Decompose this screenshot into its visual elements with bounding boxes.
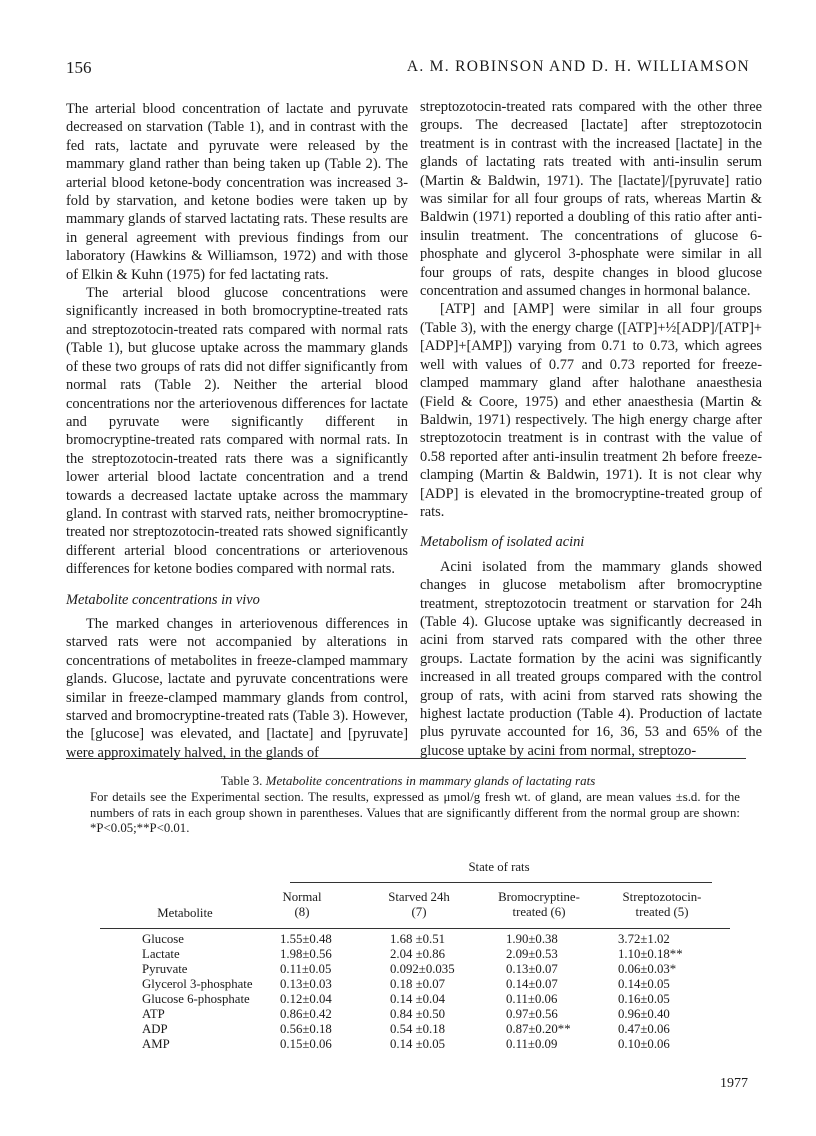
metabolite-header: Metabolite [157,906,213,920]
state-rule [290,882,712,883]
cell-bromocryptine: 0.13±0.07 [506,962,558,976]
left-paragraph-1: The arterial blood concentration of lactate and pyruvate decreased on starvation (Table 1), and in contrast with the fed rats, lactate and pyruvate were released by the mammary gland rather than being taken up (Table 2). The arterial blood ketone-body concentration was increased 3-fold by starvation, and ketone bodies were taken up by mammary glands of starved lactating rats. These results are in general agreement with previous findings from our laboratory (Hawkins & Williamson, 1972) and with those of Elkin & Kuhn (1975) for fed lactating rats. [66,101,408,283]
group-head-streptozotocin [606,890,718,920]
table-row [100,1022,730,1037]
cell-metabolite: Lactate [142,947,180,961]
table-title: Metabolite concentrations in mammary glands of lactating rats [265,773,596,788]
group-name: Bromocryptine- [498,890,580,904]
table-label: Table 3. [220,773,263,788]
group-head-bromocryptine [484,890,594,920]
cell-streptozotocin: 1.10±0.18** [618,947,683,961]
page-number: 156 [66,58,92,77]
table-row [100,992,730,1007]
cell-streptozotocin: 0.96±0.40 [618,1007,670,1021]
cell-streptozotocin: 0.06±0.03* [618,962,677,976]
left-column [66,100,408,762]
group-name: Streptozotocin- [622,890,702,904]
group-head-starved [374,890,464,920]
cell-bromocryptine: 1.90±0.38 [506,932,558,946]
cell-bromocryptine: 0.11±0.06 [506,992,558,1006]
group-name-2: treated (5) [635,905,689,919]
cell-starved: 0.14 ±0.05 [390,1037,446,1051]
separator-rule [66,758,746,759]
cell-starved: 0.092±0.035 [390,962,455,976]
right-paragraph-3: Acini isolated from the mammary glands showed changes in glucose metabolism after bromocryptine treatment, streptozotocin treatment or starvation for 24h (Table 4). Glucose uptake was significantly decreased in acini from starved rats compared with the other three groups. Lactate formation by the acini was significantly increased in all treated groups compared with the control group of rats, with acini from starved rats showing the highest lactate production (Table 4). Production of lactate plus pyruvate accounted for 16, 36, 53 and 65% of the glucose uptake by acini from normal, streptozo- [420,558,762,759]
group-n: (8) [294,905,310,919]
cell-metabolite: Glucose 6-phosphate [142,992,250,1006]
table-row [100,932,730,947]
running-head: A. M. ROBINSON AND D. H. WILLIAMSON [406,58,750,75]
table-row [100,962,730,977]
cell-starved: 0.18 ±0.07 [390,977,446,991]
left-paragraph-2: The arterial blood glucose concentrations were significantly increased in both bromocryptine-treated rats and streptozotocin-treated rats compared with normal rats (Table 1), but glucose uptake across the mammary glands of these two groups of rats did not differ significantly from normal rats (Table 2). Neither the arterial blood concentrations nor the arteriovenous differences for lactate and pyruvate were significantly different in bromocryptine-treated rats compared with normal rats. In the streptozotocin-treated rats there was a significantly lower arterial blood lactate concentration and a trend towards a decreased lactate uptake across the mammary gland. In contrast with starved rats, neither bromocryptine-treated nor streptozotocin-treated rats showed significantly different arterial blood concentrations or arteriovenous differences for ketone bodies compared with normal rats. [66,285,408,578]
cell-normal: 0.86±0.42 [280,1007,332,1021]
table-row [100,1037,730,1052]
cell-normal: 1.55±0.48 [280,932,332,946]
cell-metabolite: Glycerol 3-phosphate [142,977,253,991]
cell-normal: 0.12±0.04 [280,992,332,1006]
state-header: State of rats [468,860,530,874]
cell-streptozotocin: 0.16±0.05 [618,992,670,1006]
cell-metabolite: ADP [142,1022,168,1036]
cell-bromocryptine: 0.14±0.07 [506,977,558,991]
cell-metabolite: ATP [142,1007,165,1021]
cell-normal: 0.15±0.06 [280,1037,332,1051]
group-head-normal [262,890,342,920]
group-name: Normal [282,890,322,904]
footer-year: 1977 [720,1076,748,1091]
table-caption [0,773,816,789]
right-paragraph-1: streptozotocin-treated rats compared with the other three groups. The decreased [lactate] after streptozotocin treatment is in contrast with the increased [lactate] in the glands of lactating rats treated with anti-insulin serum (Martin & Baldwin, 1971). The [lactate]/[pyruvate] ratio was similar for all four groups of rats, whereas Martin & Baldwin (1971) reported a doubling of this ratio after anti-insulin treatment. The concentrations of glucose 6-phosphate and glycerol 3-phosphate were similar in all four groups of rats, despite changes in blood glucose concentration and assumed changes in hormonal balance. [420,99,762,300]
group-name: Starved 24h [388,890,450,904]
section-heading-acini: Metabolism of isolated acini [420,534,585,551]
cell-starved: 1.68 ±0.51 [390,932,446,946]
cell-streptozotocin: 0.10±0.06 [618,1037,670,1051]
table-note: For details see the Experimental section. The results, expressed as μmol/g fresh wt. of gland, are mean values ±s.d. for the numbers of rats in each group shown in parentheses. Values that are significantly different from the normal group are shown: *P<0.05;**P<0.01. [90,790,740,836]
section-heading-in-vivo: Metabolite concentrations in vivo [66,591,260,608]
cell-starved: 0.14 ±0.04 [390,992,446,1006]
table-row [100,947,730,962]
right-column [420,98,762,760]
cell-normal: 0.13±0.03 [280,977,332,991]
group-n: (7) [411,905,427,919]
cell-bromocryptine: 0.97±0.56 [506,1007,558,1021]
cell-streptozotocin: 0.47±0.06 [618,1022,670,1036]
cell-bromocryptine: 2.09±0.53 [506,947,558,961]
cell-metabolite: Glucose [142,932,184,946]
group-name-2: treated (6) [512,905,566,919]
cell-starved: 2.04 ±0.86 [390,947,446,961]
cell-bromocryptine: 0.87±0.20** [506,1022,571,1036]
cell-metabolite: AMP [142,1037,170,1051]
table-row [100,1007,730,1022]
cell-starved: 0.54 ±0.18 [390,1022,446,1036]
cell-normal: 0.11±0.05 [280,962,332,976]
cell-starved: 0.84 ±0.50 [390,1007,446,1021]
right-paragraph-2: [ATP] and [AMP] were similar in all four groups (Table 3), with the energy charge ([ATP]+½[ADP]/[ATP]+[ADP]+[AMP]) varying from 0.71 to 0.73, which agrees well with values of 0.77 and 0.73 reported for freeze-clamped mammary gland after halothane anaesthesia (Field & Coore, 1975) and ether anaesthesia (Martin & Baldwin, 1971) respectively. The high energy charge after streptozotocin treatment is in contrast with the value of 0.58 reported after anti-insulin treatment 2h before freeze-clamping (Martin & Baldwin, 1971). It is not clear why [ADP] is elevated in the bromocryptine-treated group of rats. [420,301,762,520]
header-rule [100,928,730,929]
cell-bromocryptine: 0.11±0.09 [506,1037,558,1051]
cell-normal: 0.56±0.18 [280,1022,332,1036]
cell-streptozotocin: 0.14±0.05 [618,977,670,991]
cell-normal: 1.98±0.56 [280,947,332,961]
left-paragraph-3: The marked changes in arteriovenous differences in starved rats were not accompanied by alterations in concentrations of metabolites in freeze-clamped mammary glands. Glucose, lactate and pyruvate concentrations were similar in freeze-clamped mammary glands from control, starved and bromocryptine-treated rats (Table 3). However, the [glucose] was elevated, and [lactate] and [pyruvate] were approximately halved, in the glands of [66,615,408,761]
cell-streptozotocin: 3.72±1.02 [618,932,670,946]
cell-metabolite: Pyruvate [142,962,188,976]
table-row [100,977,730,992]
